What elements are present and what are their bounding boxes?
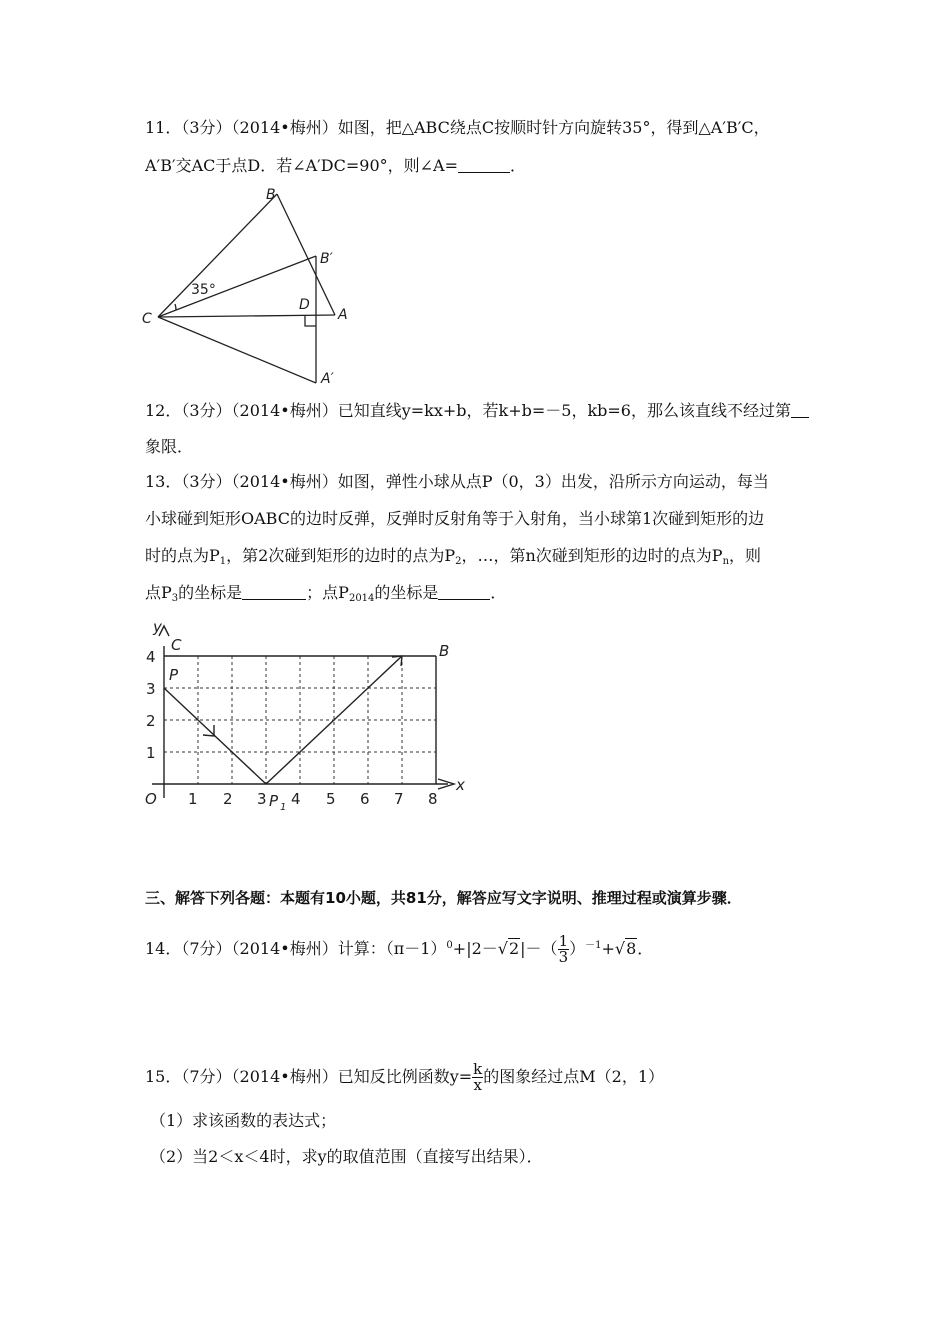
fig13-path-P-P1 bbox=[164, 688, 266, 784]
fig13-xtick: 5 bbox=[326, 790, 336, 808]
fig13-label-P: P bbox=[169, 666, 179, 684]
fig13-label-P1: P bbox=[269, 792, 279, 810]
q13-sub-2: 2 bbox=[455, 556, 462, 567]
fig11-line-CA bbox=[158, 315, 335, 317]
q14-frac-den: 3 bbox=[558, 948, 569, 966]
fig13-label-P1-sub: 1 bbox=[280, 802, 287, 813]
q15-line bbox=[145, 1062, 664, 1093]
q13-answer-blank-2 bbox=[438, 585, 490, 600]
q11-line2-end: ． bbox=[510, 156, 527, 175]
q13-line3-a: 时的点为P bbox=[145, 546, 220, 565]
q12-answer-blank bbox=[791, 403, 809, 418]
fig13-label-O: O bbox=[145, 790, 157, 808]
q14-sqrt-2: 2 bbox=[508, 939, 520, 958]
fig13-ytick: 3 bbox=[146, 680, 156, 698]
q13-line4 bbox=[145, 583, 506, 603]
q13-line2: 小球碰到矩形OABC的边时反弹，反弹时反射角等于入射角，当小球第1次碰到矩形的边 bbox=[145, 509, 765, 528]
q13-answer-blank-1 bbox=[242, 585, 306, 600]
fig11-line-CBprime bbox=[158, 256, 316, 317]
q14-exp-0: 0 bbox=[446, 940, 453, 951]
q13-line4-c: ；点P bbox=[306, 583, 349, 602]
q13-sub-1: 1 bbox=[219, 556, 227, 567]
q13-line1: 13．（3分）（2014•梅州）如图，弹性小球从点P（0，3）出发，沿所示方向运动，每当 bbox=[145, 472, 769, 491]
fig13-label-x: x bbox=[456, 776, 465, 794]
q13-sub-3: 3 bbox=[171, 593, 179, 604]
q12-line1 bbox=[145, 401, 809, 421]
fig11-label-Aprime: A′ bbox=[321, 371, 334, 387]
q11-figure bbox=[135, 183, 355, 388]
fig13-ytick: 2 bbox=[146, 712, 156, 730]
fig11-line-CB bbox=[158, 194, 277, 317]
fig11-label-D: D bbox=[299, 297, 310, 313]
q13-line4-end: ． bbox=[490, 583, 507, 602]
fig11-label-C: C bbox=[142, 311, 152, 327]
q13-line4-a: 点P bbox=[145, 583, 172, 602]
q15-sub1: （1）求该函数的表达式； bbox=[150, 1111, 337, 1130]
q15-suffix: 的图象经过点M（2，1） bbox=[483, 1067, 664, 1086]
q14-end: ． bbox=[637, 939, 654, 958]
q15-frac-den: x bbox=[473, 1076, 482, 1094]
q13-line4-b: 的坐标是 bbox=[178, 583, 243, 602]
q14-prefix: 14．（7分）（2014•梅州）计算：（π－1） bbox=[145, 939, 447, 958]
fig11-label-A: A bbox=[338, 307, 348, 323]
q14-part2: +|2－ bbox=[452, 939, 498, 958]
fig13-xtick: 8 bbox=[428, 790, 438, 808]
q14-sqrt-8: 8 bbox=[626, 939, 637, 958]
q13-figure bbox=[138, 618, 478, 818]
q13-line3-d: ，则 bbox=[729, 546, 762, 565]
q14-line: 14．（7分）（2014•梅州）计算：$(\pi-1)^0+|2-√2|-$（ $\frac{1}{3}$ ）$^{-1}$+√8． bbox=[145, 932, 654, 966]
q12-line2: 象限． bbox=[145, 437, 194, 456]
q14-frac-num: 1 bbox=[558, 932, 569, 950]
q14-part4: ） bbox=[569, 939, 586, 958]
fig13-ytick: 1 bbox=[146, 744, 156, 762]
fig11-right-angle-mark bbox=[305, 315, 316, 326]
fig11-angle-label: 35° bbox=[191, 282, 216, 298]
fig13-xtick: 6 bbox=[360, 790, 370, 808]
fig13-xtick: 7 bbox=[394, 790, 404, 808]
q13-line3 bbox=[145, 546, 761, 566]
q15-fraction bbox=[472, 1062, 483, 1093]
q13-line3-c: ，…，第n次碰到矩形的边时的点为P bbox=[461, 546, 723, 565]
fig13-xtick: 2 bbox=[223, 790, 233, 808]
q15-frac-num: k bbox=[473, 1060, 483, 1078]
q11-answer-blank bbox=[458, 158, 510, 173]
q14-part5: + bbox=[601, 939, 615, 958]
q12-line1-text: 12．（3分）（2014•梅州）已知直线y=kx+b，若k+b=－5，kb=6，那么该直线不经过第 bbox=[145, 401, 791, 420]
q14-exp-neg1: －1 bbox=[585, 940, 602, 951]
section3-heading: 三、解答下列各题：本题有10小题，共81分，解答应写文字说明、推理过程或演算步骤． bbox=[145, 889, 742, 907]
fig13-xtick: 1 bbox=[188, 790, 198, 808]
q15-prefix: 15．（7分）（2014•梅州）已知反比例函数y= bbox=[145, 1067, 473, 1086]
q13-sub-n: n bbox=[722, 556, 730, 567]
fig13-label-C: C bbox=[171, 636, 182, 654]
fig13-grid bbox=[164, 656, 436, 784]
fig11-label-Bprime: B′ bbox=[320, 251, 333, 267]
q11-line2-text: A′B′交AC于点D．若∠A′DC=90°，则∠A= bbox=[145, 156, 459, 175]
q15-sub2: （2）当2＜x＜4时，求y的取值范围（直接写出结果）． bbox=[150, 1147, 543, 1166]
fig11-label-B: B bbox=[266, 187, 276, 203]
q14-fraction bbox=[558, 934, 570, 965]
fig11-angle-arc bbox=[175, 304, 176, 310]
q13-line3-b: ，第2次碰到矩形的边时的点为P bbox=[226, 546, 456, 565]
q11-line1: 11．（3分）（2014•梅州）如图，把△ABC绕点C按顺时针方向旋转35°，得到△A′B′C， bbox=[145, 118, 770, 137]
q13-line4-d: 的坐标是 bbox=[374, 583, 439, 602]
fig13-ytick: 4 bbox=[146, 648, 156, 666]
q13-sub-2014: 2014 bbox=[348, 593, 375, 604]
q14-part3: |－（ bbox=[520, 939, 558, 958]
fig11-line-CAprime bbox=[158, 317, 316, 383]
fig13-label-y: y bbox=[153, 618, 162, 636]
q11-line2 bbox=[145, 156, 526, 176]
fig13-label-B: B bbox=[439, 642, 450, 660]
fig13-xtick: 3 bbox=[257, 790, 267, 808]
fig13-xtick: 4 bbox=[291, 790, 301, 808]
